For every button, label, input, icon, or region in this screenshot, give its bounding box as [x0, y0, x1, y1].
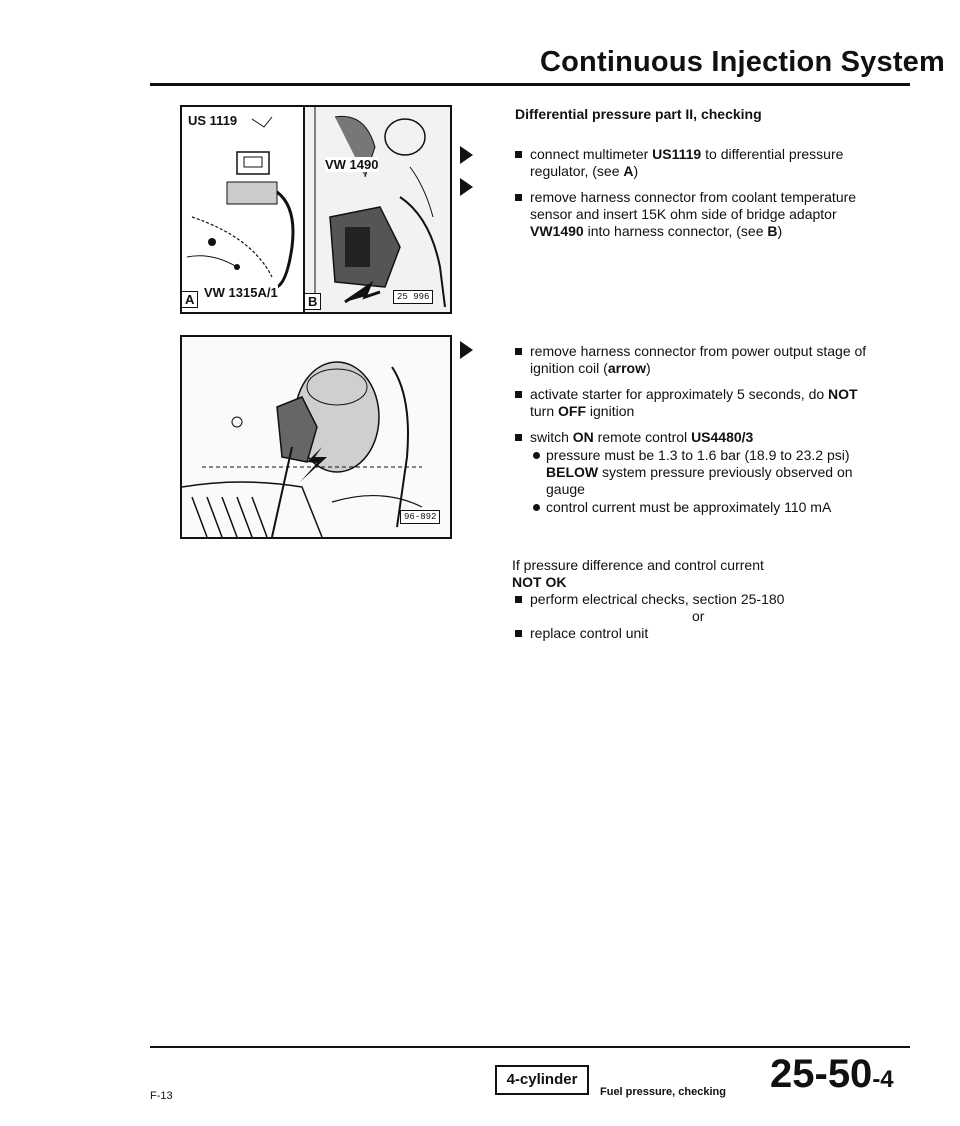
result-block	[512, 557, 872, 651]
step-text: connect multimeter	[530, 146, 653, 162]
figure-b-letter: B	[304, 293, 321, 310]
step-bold: B	[767, 223, 778, 239]
step-text: turn	[530, 403, 559, 419]
step-text: )	[633, 163, 639, 179]
step-bold: US4480/3	[691, 429, 754, 445]
step-text: system pressure previously observed on gauge	[546, 464, 853, 497]
header-rule	[150, 83, 910, 86]
page-number-main: 25-50	[770, 1052, 873, 1096]
step-text: to differential pressure regulator, (see	[530, 146, 844, 179]
figure-a-label-bottom: VW 1315A/1	[204, 285, 278, 300]
figure-c-drawing	[182, 337, 450, 537]
result-line-2: NOT OK	[512, 574, 567, 590]
step-bold: ON	[572, 429, 594, 445]
step-text: activate starter for approximately 5 seconds, do	[530, 386, 829, 402]
step-bold: OFF	[558, 403, 587, 419]
step-bold: NOT	[828, 386, 858, 402]
step-text: )	[777, 223, 783, 239]
arrow-marker-2-icon	[460, 178, 473, 196]
result-line-1: If pressure difference and control current	[512, 557, 764, 573]
page-number-suffix: -4	[872, 1066, 894, 1093]
figure-b-label: VW 1490	[325, 157, 379, 172]
step-text: pressure must be 1.3 to 1.6 bar (18.9 to 23.2 psi)	[546, 447, 850, 463]
figure-b	[303, 105, 452, 314]
figure-a-label-top: US 1119	[188, 113, 238, 128]
step-text: switch	[530, 429, 573, 445]
arrow-marker-3-icon	[460, 341, 473, 359]
step-remove-ignition-connector	[512, 343, 872, 377]
step-text: into harness connector, (see	[583, 223, 768, 239]
step-connect-multimeter	[512, 146, 872, 180]
step-text: remove harness connector from coolant temperature sensor and insert 15K ohm side of bridge adaptor	[530, 189, 857, 222]
figure-a-drawing	[182, 107, 306, 312]
arrow-marker-1-icon	[460, 146, 473, 164]
figure-c	[180, 335, 452, 539]
result-item-1: perform electrical checks, section 25-180	[512, 591, 872, 608]
sub-step-pressure	[530, 447, 872, 498]
step-bold: VW1490	[530, 223, 584, 239]
page-number	[770, 1052, 894, 1097]
figure-a	[180, 105, 308, 314]
step-text: remove harness connector from power output stage of ignition coil (	[530, 343, 867, 376]
result-or: or	[692, 608, 705, 624]
figure-a-letter: A	[181, 291, 198, 308]
step-text: )	[645, 360, 651, 376]
figure-b-drawing	[305, 107, 450, 312]
steps-group-2	[512, 343, 872, 525]
page-title: Continuous Injection System	[540, 46, 945, 78]
step-activate-starter	[512, 386, 872, 420]
steps-group-1	[512, 146, 872, 249]
step-remove-coolant-connector	[512, 189, 872, 240]
step-bold: A	[623, 163, 634, 179]
figure-b-number: 25 996	[393, 290, 433, 304]
footer-code: F-13	[150, 1090, 173, 1102]
result-item-2: replace control unit	[512, 625, 872, 642]
step-bold: US1119	[652, 146, 702, 162]
footer-caption: Fuel pressure, checking	[600, 1086, 726, 1098]
figure-c-number: 96-892	[400, 510, 440, 524]
footer-rule	[150, 1046, 910, 1048]
sub-step-current: control current must be approximately 110 mA	[530, 499, 872, 516]
step-switch-remote-control	[512, 429, 872, 516]
step-bold: BELOW	[546, 464, 599, 480]
section-heading: Differential pressure part II, checking	[515, 106, 762, 122]
step-text: remote control	[593, 429, 692, 445]
step-text: ignition	[586, 403, 635, 419]
footer-badge: 4-cylinder	[495, 1065, 589, 1095]
step-bold: arrow	[607, 360, 646, 376]
